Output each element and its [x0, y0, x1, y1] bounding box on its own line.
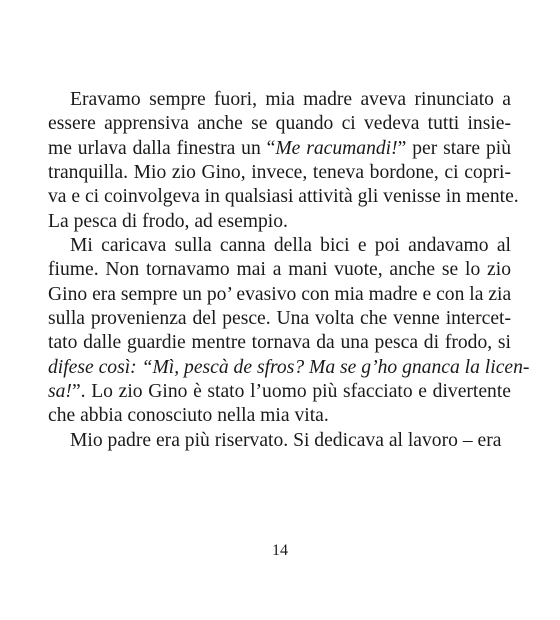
text-line	[48, 356, 530, 380]
italic-segment: difese così: “	[48, 356, 153, 378]
text-segment: ” per stare più	[397, 137, 511, 159]
text-line	[48, 137, 511, 161]
text-line	[48, 307, 511, 331]
text-line	[48, 210, 511, 234]
page-number: 14	[272, 542, 288, 559]
text-segment: fiume. Non tornavamo mai a mani vuote, anche se lo zio	[48, 259, 511, 281]
text-segment: me urlava dalla finestra un “	[48, 137, 276, 159]
italic-segment: sa!	[48, 381, 72, 403]
text-line	[48, 234, 511, 258]
text-line	[48, 88, 511, 112]
text-segment: Gino era sempre un po’ evasivo con mia madre e con la zia	[48, 283, 512, 305]
text-segment: Mi caricava sulla canna della bici e poi andavamo al	[70, 235, 511, 257]
text-line	[48, 429, 511, 453]
body-text	[48, 88, 530, 453]
text-segment: va e ci coinvolgeva in qualsiasi attività gli venisse in mente.	[48, 186, 519, 208]
text-segment: tranquilla. Mio zio Gino, invece, teneva bordone, ci copri-	[48, 162, 511, 184]
text-line	[48, 112, 511, 136]
text-line	[48, 185, 519, 209]
text-line	[48, 283, 511, 307]
text-segment: che abbia conosciuto nella mia vita.	[48, 405, 329, 427]
text-line	[48, 404, 511, 428]
text-segment: ”. Lo zio Gino è stato l’uomo più sfacciato e divertente	[71, 381, 511, 403]
text-segment: tato dalle guardie mentre tornava da una pesca di frodo, si	[48, 332, 511, 354]
text-segment: sulla provenienza del pesce. Una volta che venne intercet-	[48, 308, 511, 330]
text-line	[48, 258, 511, 282]
text-line	[48, 380, 511, 404]
text-segment: essere apprensiva anche se quando ci vedeva tutti insie-	[48, 113, 511, 135]
text-segment: Eravamo sempre fuori, mia madre aveva rinunciato a	[70, 89, 511, 110]
italic-segment: Mì, pescà de sfros? Ma se g’ho gnanca la licen-	[152, 356, 530, 378]
text-segment: La pesca di frodo, ad esempio.	[48, 210, 288, 232]
text-line	[48, 331, 511, 355]
text-line	[48, 161, 511, 185]
italic-segment: Me racumandi!	[275, 137, 398, 159]
text-segment: Mio padre era più riservato. Si dedicava al lavoro – era	[70, 429, 502, 451]
